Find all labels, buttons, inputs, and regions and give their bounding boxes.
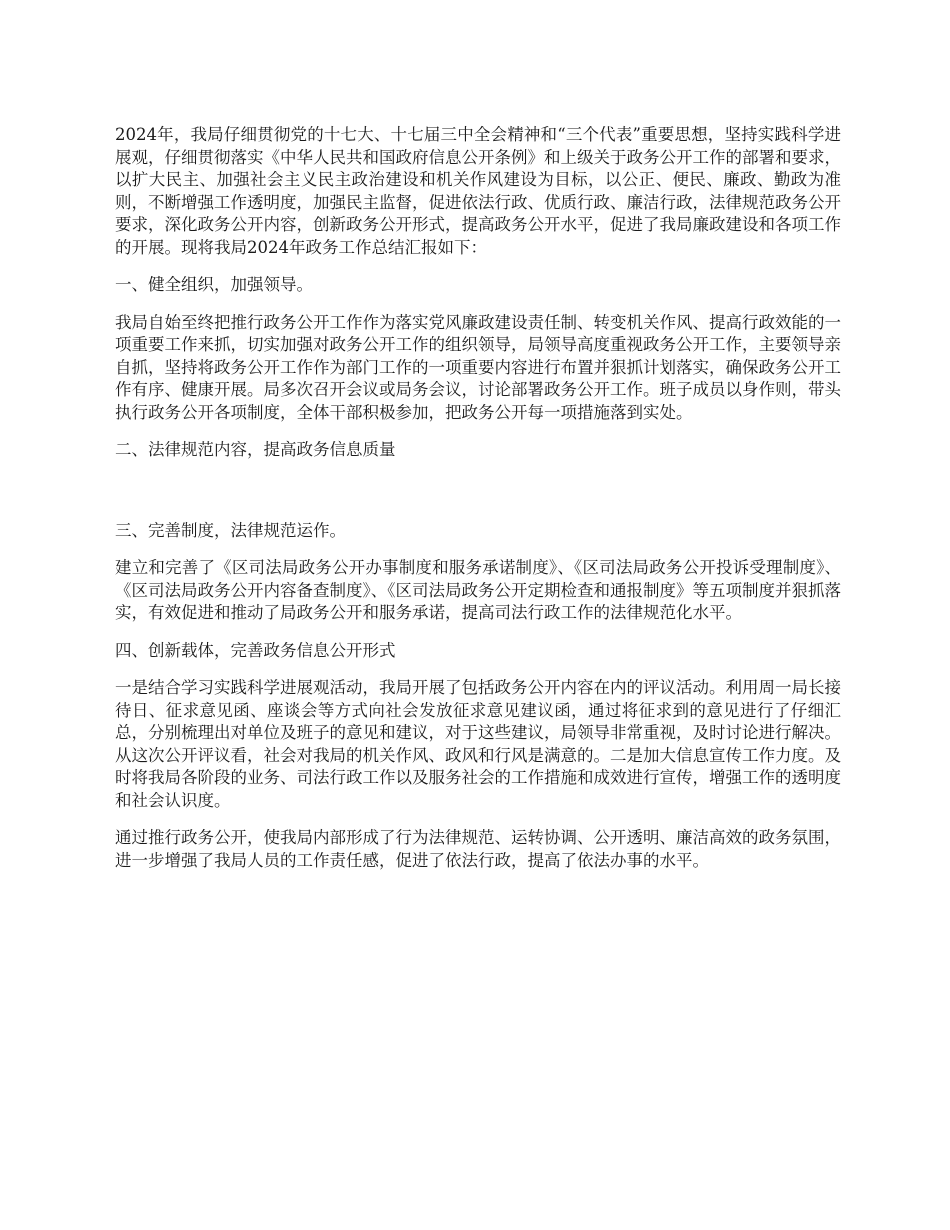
section-3-paragraph: 建立和完善了《区司法局政务公开办事制度和服务承诺制度》、《区司法局政务公开投诉受理制度》、《区司法局政务公开内容备查制度》、《区司法局政务公开定期检查和通报制度》等五项制度并狠抓落实，有效促进和推动了局政务公开和服务承诺，提高司法行政工作的法律规范化水平。 bbox=[115, 558, 841, 622]
section-1-paragraph: 我局自始至终把推行政务公开工作作为落实党风廉政建设责任制、转变机关作风、提高行政效能的一项重要工作来抓，切实加强对政务公开工作的组织领导，局领导高度重视政务公开工作，主要领导亲自抓，坚持将政务公开工作作为部门工作的一项重要内容进行布置并狠抓计划落实，确保政务公开工作有序、健康开展。局多次召开会议或局务会议，讨论部署政务公开工作。班子成员以身作则，带头执行政务公开各项制度，全体干部积极参加，把政务公开每一项措施落到实处。 bbox=[115, 312, 841, 422]
conclusion-paragraph: 通过推行政务公开，使我局内部形成了行为法律规范、运转协调、公开透明、廉洁高效的政务氛围，进一步增强了我局人员的工作责任感，促进了依法行政，提高了依法办事的水平。 bbox=[115, 828, 841, 870]
empty-section-gap bbox=[115, 477, 841, 520]
section-4-heading: 四、创新载体，完善政务信息公开形式 bbox=[115, 640, 396, 660]
section-4-paragraph: 一是结合学习实践科学进展观活动，我局开展了包括政务公开内容在内的评议活动。利用周一局长接待日、征求意见函、座谈会等方式向社会发放征求意见建议函，通过将征求到的意见进行了仔细汇总，分别梳理出对单位及班子的意见和建议，对于这些建议，局领导非常重视，及时讨论进行解决。从这次公开评议看，社会对我局的机关作风、政风和行风是满意的。二是加大信息宣传工作力度。及时将我局各阶段的业务、司法行政工作以及服务社会的工作措施和成效进行宣传，增强工作的透明度和社会认识度。 bbox=[115, 678, 841, 810]
section-1-heading: 一、健全组织，加强领导。 bbox=[115, 275, 313, 294]
document-body bbox=[115, 124, 841, 887]
section-3-heading: 三、完善制度，法律规范运作。 bbox=[115, 520, 346, 540]
section-2-heading: 二、法律规范内容，提高政务信息质量 bbox=[115, 440, 396, 459]
intro-paragraph: 2024年，我局仔细贯彻党的十七大、十七届三中全会精神和“三个代表”重要思想，坚持实践科学进展观，仔细贯彻落实《中华人民共和国政府信息公开条例》和上级关于政务公开工作的部署和要求，以扩大民主、加强社会主义民主政治建设和机关作风建设为目标，以公正、便民、廉政、勤政为准则，不断增强工作透明度，加强民主监督，促进依法行政、优质行政、廉洁行政，法律规范政务公开要求，深化政务公开内容，创新政务公开形式，提高政务公开水平，促进了我局廉政建设和各项工作的开展。现将我局2024年政务工作总结汇报如下： bbox=[115, 125, 841, 257]
